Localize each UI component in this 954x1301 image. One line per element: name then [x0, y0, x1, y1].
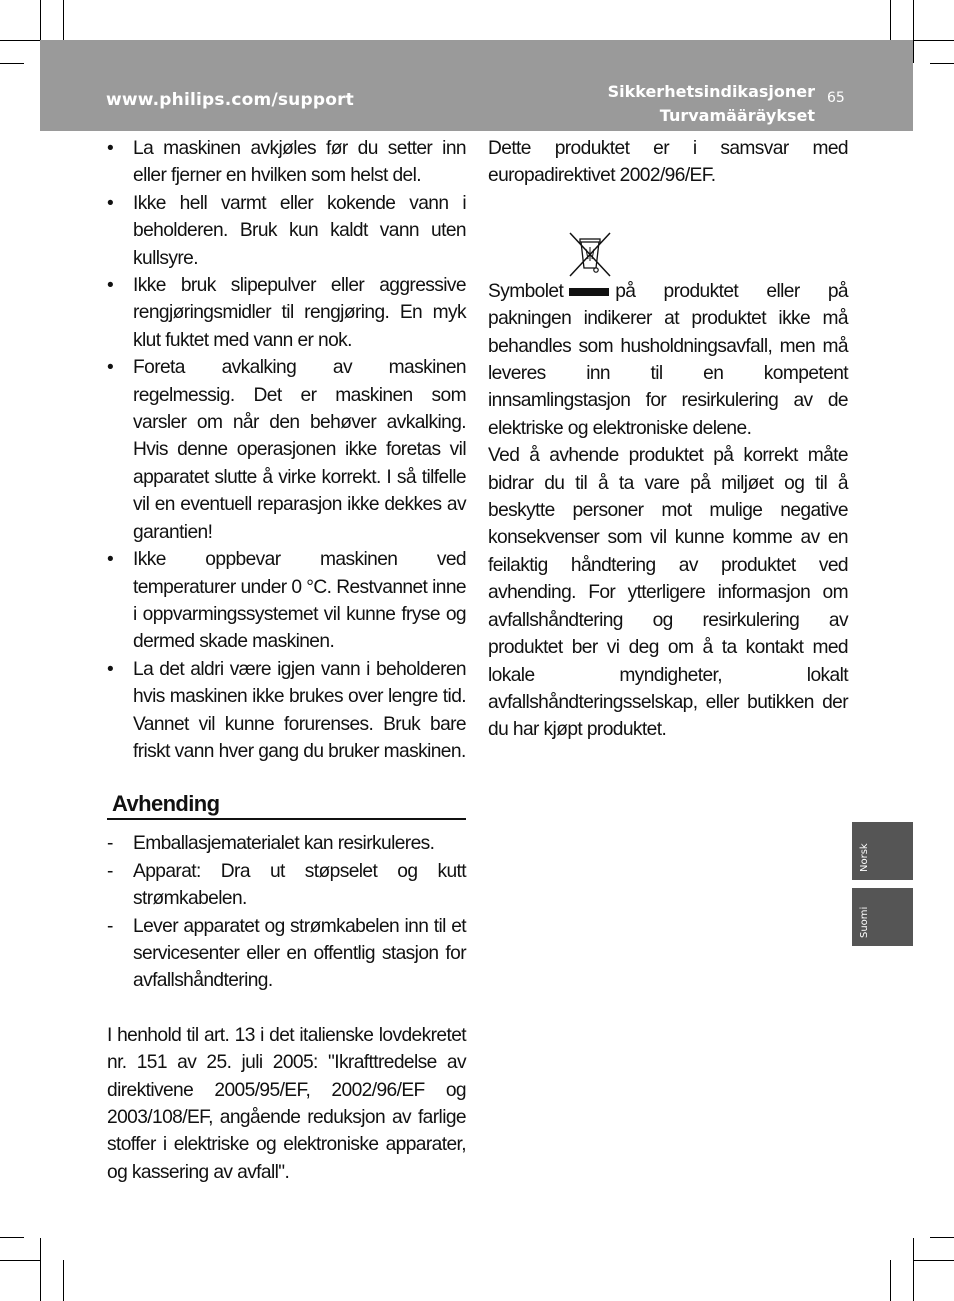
- symbol-paragraph: [488, 278, 848, 442]
- bullet-marker: •: [107, 192, 114, 214]
- crop-mark: [913, 1260, 954, 1261]
- dash-text: Lever apparatet og strømkabelen inn til et servicesenter eller en offentlig stasjon for avfallshåndtering.: [133, 915, 466, 992]
- crop-mark: [890, 1260, 891, 1301]
- tab-norsk[interactable]: [852, 822, 913, 880]
- dash-marker: -: [107, 915, 113, 937]
- page-number: 65: [827, 90, 845, 106]
- page-header: [40, 40, 913, 131]
- tab-label: Norsk: [859, 843, 870, 872]
- crossed-out-wheelie-bin-icon: [566, 230, 614, 278]
- crop-mark: [63, 1260, 64, 1301]
- bullet-item: [107, 656, 466, 766]
- crop-mark: [913, 0, 914, 63]
- bullet-text: La det aldri være igjen vann i beholderen hvis maskinen ikke brukes over lengre tid. Vannet vil kunne forurenses. Bruk bare friskt vann hver gang du bruker maskinen.: [133, 658, 466, 762]
- dash-marker: -: [107, 833, 113, 855]
- bullet-item: [107, 135, 466, 190]
- separate-collection-bar-icon: [569, 288, 609, 296]
- right-column: [488, 135, 848, 744]
- symbol-explanation: på produktet eller på pakningen indikerer at produktet ikke må behandles som husholdningsavfall, men må leveres inn til en kompetent innsamlingstasjon for resirkulering av de elektriske og elektroniske delene.: [488, 280, 848, 439]
- crop-mark: [930, 1237, 954, 1238]
- dash-item: [107, 858, 466, 913]
- crop-mark: [913, 40, 954, 41]
- bullet-text: Ikke oppbevar maskinen ved temperaturer under 0 °C. Restvannet inne i oppvarmingssystemet vil kunne fryse og dermed skade maskinen.: [133, 549, 466, 653]
- dash-item: [107, 913, 466, 995]
- crop-mark: [0, 1237, 24, 1238]
- disposal-paragraph: Ved å avhende produktet på korrekt måte bidrar du til å ta vare på miljøet og til å beskytte personer mot mulige negative konsekvenser som vil kunne komme av en feilaktig håndtering av produktet ved avhending. For ytterligere informasjon om avfallshåndtering og resirkulering av produktet ber vi deg om å ta kontakt med lokale myndigheter, lokalt avfallshåndteringsselskap, eller butikken der du har kjøpt produktet.: [488, 445, 848, 741]
- bullet-text: La maskinen avkjøles før du setter inn eller fjerner en hvilken som helst del.: [133, 138, 466, 187]
- crop-mark: [0, 1260, 40, 1261]
- tab-label: Suomi: [859, 906, 870, 938]
- header-title-norwegian: Sikkerhetsindikasjoner: [607, 82, 815, 101]
- bullet-marker: •: [107, 549, 114, 571]
- crop-mark: [0, 40, 40, 41]
- crop-mark: [913, 1238, 914, 1301]
- crop-mark: [930, 63, 954, 64]
- bullet-marker: •: [107, 275, 114, 297]
- bullet-text: Foreta avkalking av maskinen regelmessig. Det er maskinen som varsler om når den behøver avkalking. Hvis denne operasjonen ikke foretas vil apparatet slutte å virke korrekt. I så tilfelle vil en eventuell reparasjon ikke dekkes av garantien!: [133, 357, 466, 543]
- crop-mark: [890, 0, 891, 40]
- left-column: [107, 135, 466, 1186]
- crop-mark: [0, 63, 24, 64]
- section-title-disposal: Avhending: [107, 790, 466, 820]
- bullet-marker: •: [107, 658, 114, 680]
- crop-mark: [40, 1238, 41, 1301]
- bullet-item: [107, 354, 466, 546]
- bullet-item: [107, 190, 466, 272]
- dash-text: Apparat: Dra ut støpselet og kutt strømkabelen.: [133, 860, 466, 910]
- bullet-item: [107, 546, 466, 656]
- dash-list: [107, 830, 466, 994]
- bullet-text: Ikke bruk slipepulver eller aggressive rengjøringsmidler til rengjøring. En myk klut fuktet med vann er nok.: [133, 275, 466, 351]
- header-title-finnish: Turvamääräykset: [659, 106, 815, 125]
- bullet-list: [107, 135, 466, 765]
- dash-marker: -: [107, 860, 113, 882]
- tab-suomi[interactable]: [852, 888, 913, 946]
- crop-mark: [63, 0, 64, 40]
- directive-intro: Dette produktet er i samsvar med europadirektivet 2002/96/EF.: [488, 138, 848, 187]
- bullet-marker: •: [107, 357, 114, 379]
- symbol-lead: Symbolet: [488, 280, 564, 302]
- bullet-marker: •: [107, 138, 114, 159]
- bullet-item: [107, 272, 466, 354]
- bullet-text: Ikke hell varmt eller kokende vann i beholderen. Bruk kun kaldt vann uten kullsyre.: [133, 192, 466, 269]
- dash-item: [107, 830, 466, 857]
- dash-text: Emballasjematerialet kan resirkuleres.: [133, 833, 435, 855]
- legal-paragraph: I henhold til art. 13 i det italienske lovdekretet nr. 151 av 25. juli 2005: "Ikrafttredelse av direktivene 2005/95/EF, 2002/96/EF og 2003/108/EF, angående reduksjon av farlige stoffer i elektriske og elektroniske apparater, og kassering av avfall".: [107, 1024, 466, 1183]
- header-titles: [608, 80, 815, 128]
- support-url[interactable]: www.philips.com/support: [106, 90, 355, 110]
